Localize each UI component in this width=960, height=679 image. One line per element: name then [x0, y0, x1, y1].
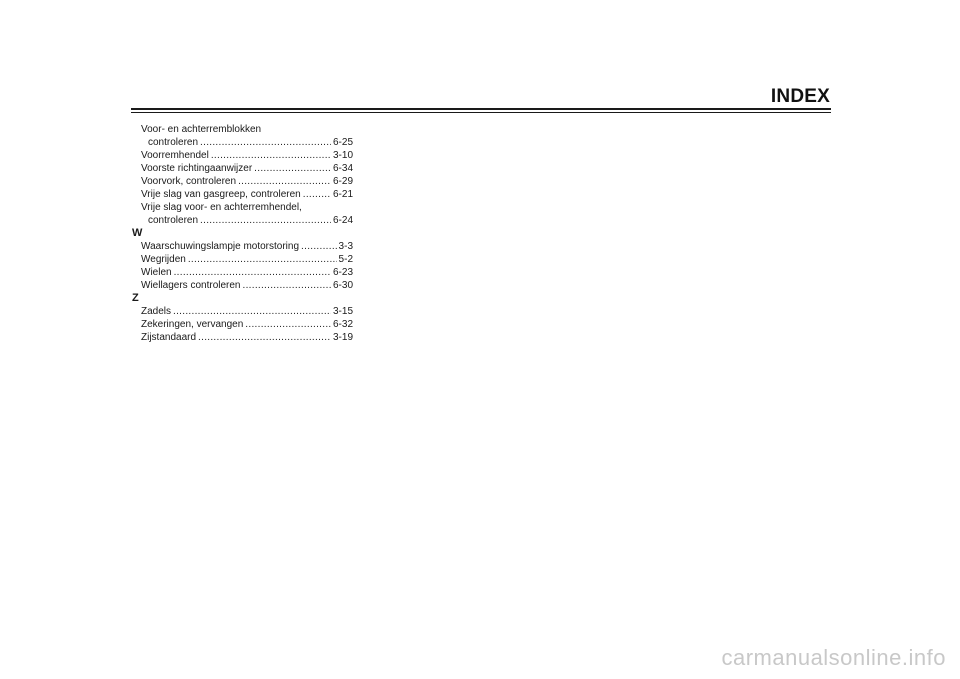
dot-leader [245, 318, 331, 331]
entry-label: Waarschuwingslampje motorstoring [141, 241, 300, 252]
entry-page: 6-21 [332, 189, 353, 200]
dot-leader [174, 266, 331, 279]
dot-leader [198, 331, 331, 344]
dot-leader [211, 149, 331, 162]
dot-leader [200, 214, 331, 227]
dot-leader [243, 279, 331, 292]
entry-label: Zijstandaard [141, 332, 197, 343]
index-entry [131, 188, 353, 201]
dot-leader [188, 253, 337, 266]
entry-page: 5-2 [338, 254, 353, 265]
index-entry [131, 253, 353, 266]
entry-page: 3-3 [338, 241, 353, 252]
entry-page: 6-34 [332, 163, 353, 174]
entry-page: 6-23 [332, 267, 353, 278]
index-entry [131, 240, 353, 253]
section-letter-z: Z [132, 292, 139, 304]
entry-page: 6-25 [332, 137, 353, 148]
entry-label: Wegrijden [141, 254, 186, 265]
index-entry [131, 149, 353, 162]
entry-label: Vrije slag van gasgreep, controleren [141, 189, 301, 200]
index-entry [131, 331, 353, 344]
entry-label: controleren [148, 137, 199, 148]
entry-page: 3-19 [332, 332, 353, 343]
entry-label: Voorvork, controleren [141, 176, 237, 187]
entry-label: Voorremhendel [141, 150, 209, 161]
entry-label: controleren [148, 215, 199, 226]
index-entry [131, 318, 353, 331]
index-entry [131, 201, 353, 214]
index-entry [131, 279, 353, 292]
index-entry [131, 175, 353, 188]
entry-label: Zekeringen, vervangen [141, 319, 244, 330]
index-column [131, 123, 353, 344]
entry-label: Voor- en achterremblokken [141, 124, 262, 135]
dot-leader [238, 175, 331, 188]
index-entry [131, 136, 353, 149]
dot-leader [303, 188, 331, 201]
entry-label: Zadels [141, 306, 172, 317]
entry-label: Vrije slag voor- en achterremhendel, [141, 202, 302, 213]
dot-leader [301, 240, 337, 253]
header-rule-thin [131, 112, 831, 113]
dot-leader [254, 162, 331, 175]
index-entry [131, 214, 353, 227]
index-entry [131, 305, 353, 318]
entry-page: 3-10 [332, 150, 353, 161]
entry-page: 6-24 [332, 215, 353, 226]
entry-page: 6-29 [332, 176, 353, 187]
header-rule-thick [131, 108, 831, 110]
section-letter-w: W [132, 227, 143, 239]
entry-page: 3-15 [332, 306, 353, 317]
dot-leader [200, 136, 331, 149]
entry-label: Wiellagers controleren [141, 280, 241, 291]
watermark: carmanualsonline.info [721, 645, 946, 670]
index-entry [131, 123, 353, 136]
page-title: INDEX [770, 86, 830, 107]
entry-label: Wielen [141, 267, 172, 278]
entry-page: 6-32 [332, 319, 353, 330]
index-entry [131, 266, 353, 279]
entry-label: Voorste richtingaanwijzer [141, 163, 253, 174]
entry-page: 6-30 [332, 280, 353, 291]
dot-leader [173, 305, 331, 318]
index-entry [131, 162, 353, 175]
